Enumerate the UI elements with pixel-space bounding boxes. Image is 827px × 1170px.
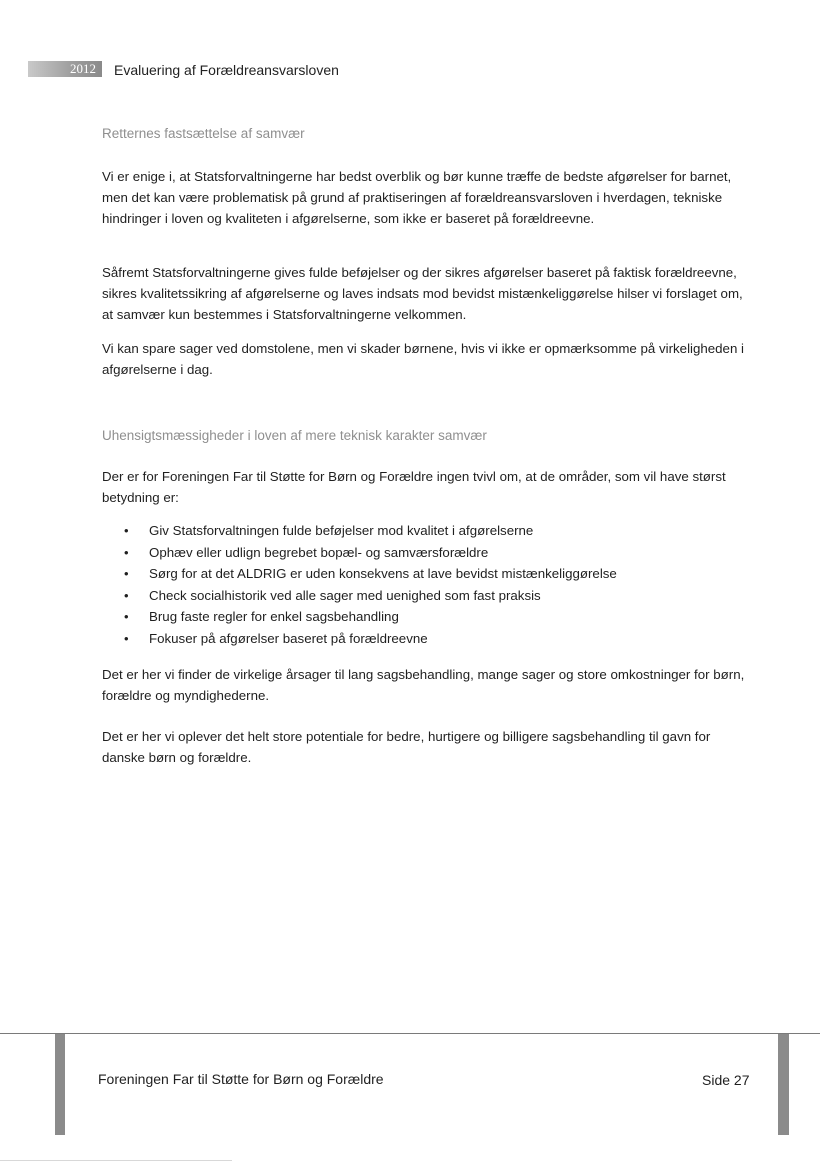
priority-list <box>102 520 742 650</box>
footer-right-bar <box>778 1034 789 1135</box>
header-year-badge <box>28 61 102 77</box>
paragraph: Det er her vi finder de virkelige årsager til lang sagsbehandling, mange sager og store omkostninger for børn, forældre og myndighederne. <box>102 667 745 703</box>
footer-organization: Foreningen Far til Støtte for Børn og Forældre <box>98 1071 384 1087</box>
paragraph: Det er her vi oplever det helt store potentiale for bedre, hurtigere og billigere sagsbehandling til gavn for danske børn og forældre. <box>102 729 711 765</box>
section-heading-samvaer: Retternes fastsættelse af samvær <box>102 126 305 141</box>
list-item: • Sørg for at det ALDRIG er uden konsekvens at lave bevidst mistænkeliggørelse <box>102 563 742 585</box>
paragraph: Vi kan spare sager ved domstolene, men vi skader børnene, hvis vi ikke er opmærksomme på virkeligheden i afgørelserne i dag. <box>102 341 744 377</box>
footer-left-bar <box>55 1034 65 1135</box>
list-item: • Giv Statsforvaltningen fulde beføjelser mod kvalitet i afgørelserne <box>102 520 742 542</box>
list-item: • Brug faste regler for enkel sagsbehandling <box>102 606 742 628</box>
paragraph: Vi er enige i, at Statsforvaltningerne har bedst overblik og bør kunne træffe de bedste afgørelser for barnet, men det kan være problematisk på grund af praktiseringen af forældreansvarsloven i hverdagen, tekniske hindringer i loven og kvaliteten i afgørelserne, som ikke er baseret på forældreevne. <box>102 169 732 226</box>
intro-paragraph: Der er for Foreningen Far til Støtte for Børn og Forældre ingen tvivl om, at de områder, som vil have størst betydning er: <box>102 469 726 505</box>
section-heading-teknisk: Uhensigtsmæssigheder i loven af mere teknisk karakter samvær <box>102 428 487 443</box>
list-item: • Check socialhistorik ved alle sager med uenighed som fast praksis <box>102 585 742 607</box>
paragraph: Såfremt Statsforvaltningerne gives fulde beføjelser og der sikres afgørelser baseret på faktisk forældreevne, sikres kvalitetssikring af afgørelserne og laves indsats mod bevidst mistænkeliggørelse hilser vi forslaget om, at samvær kun bestemmes i Statsforvaltningerne velkommen. <box>102 265 743 322</box>
bottom-divider <box>0 1160 232 1161</box>
list-item: • Ophæv eller udlign begrebet bopæl- og samværsforældre <box>102 542 742 564</box>
list-item: • Fokuser på afgørelser baseret på forældreevne <box>102 628 742 650</box>
footer-divider <box>0 1033 820 1034</box>
document-title: Evaluering af Forældreansvarsloven <box>114 62 339 78</box>
header-year: 2012 <box>70 61 96 76</box>
page-number: Side 27 <box>702 1072 750 1088</box>
